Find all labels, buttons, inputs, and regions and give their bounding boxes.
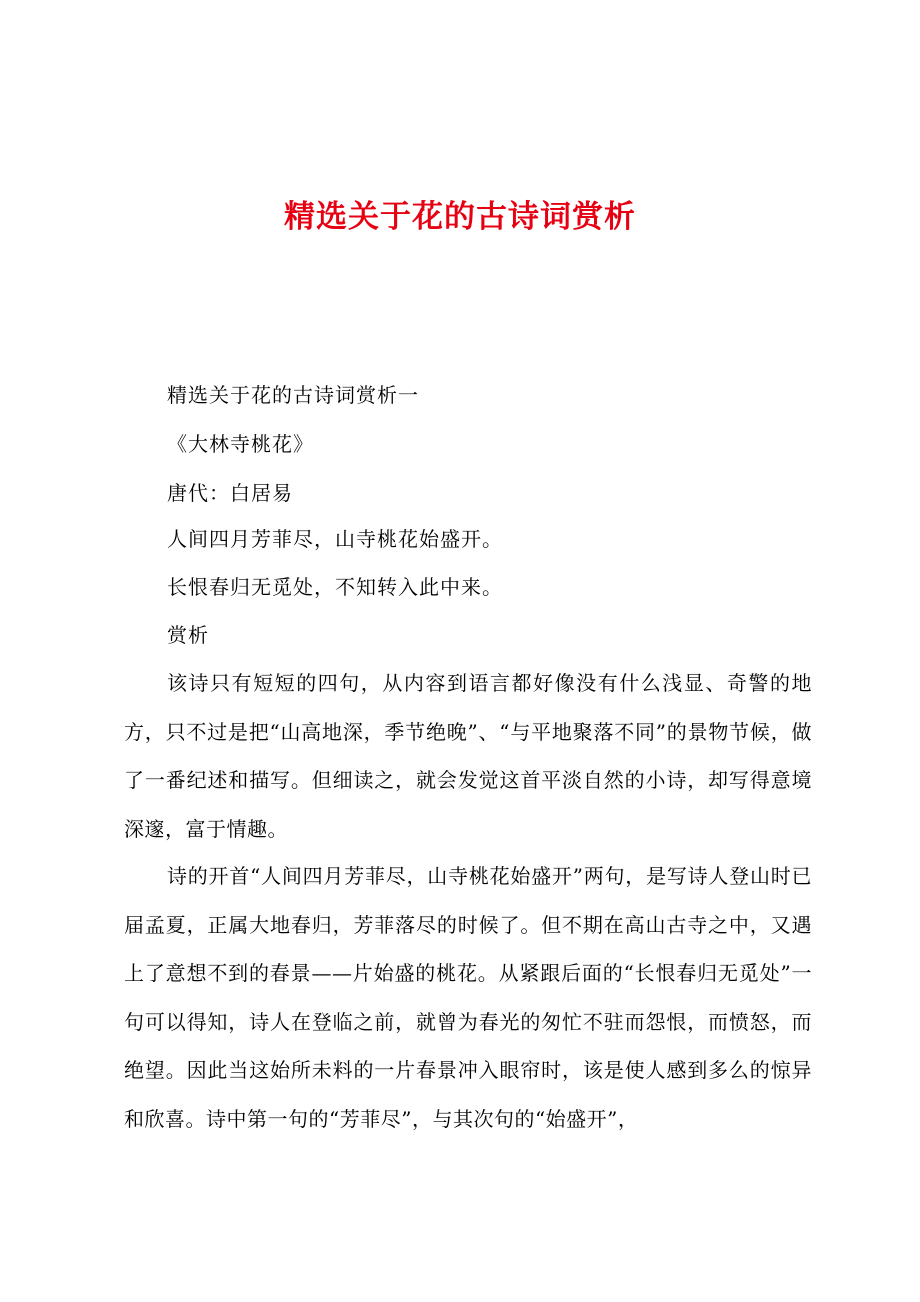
poem-author: 唐代：白居易 [167,481,293,505]
poem-line: 长恨春归无觅处，不知转入此中来。 [167,575,503,599]
analysis-label: 赏析 [167,623,209,647]
analysis-paragraph: 诗的开首“人间四月芳菲尽，山寺桃花始盛开”两句，是写诗人登山时已届孟夏，正属大地春归，芳菲落尽的时候了。但不期在高山古寺之中，又遇上了意想不到的春景——片始盛的桃花。从紧跟后面的“长恨春归无觅处”一句可以得知，诗人在登临之前，就曾为春光的匆忙不驻而怨恨，而愤怒，而绝望。因此当这始所未料的一片春景冲入眼帘时，该是使人感到多么的惊异和欣喜。诗中第一句的“芳菲尽”，与其次句的“始盛开”， [124,864,812,1131]
section-heading: 精选关于花的古诗词赏析一 [167,383,419,407]
poem-title: 《大林寺桃花》 [167,432,314,456]
document-title: 精选关于花的古诗词赏析 [284,199,636,235]
analysis-paragraph: 该诗只有短短的四句，从内容到语言都好像没有什么浅显、奇警的地方，只不过是把“山高地深，季节绝晚”、“与平地聚落不同”的景物节候，做了一番纪述和描写。但细读之，就会发觉这首平淡自然的小诗，却写得意境深邃，富于情趣。 [124,671,812,841]
poem-line: 人间四月芳菲尽，山寺桃花始盛开。 [167,527,503,551]
